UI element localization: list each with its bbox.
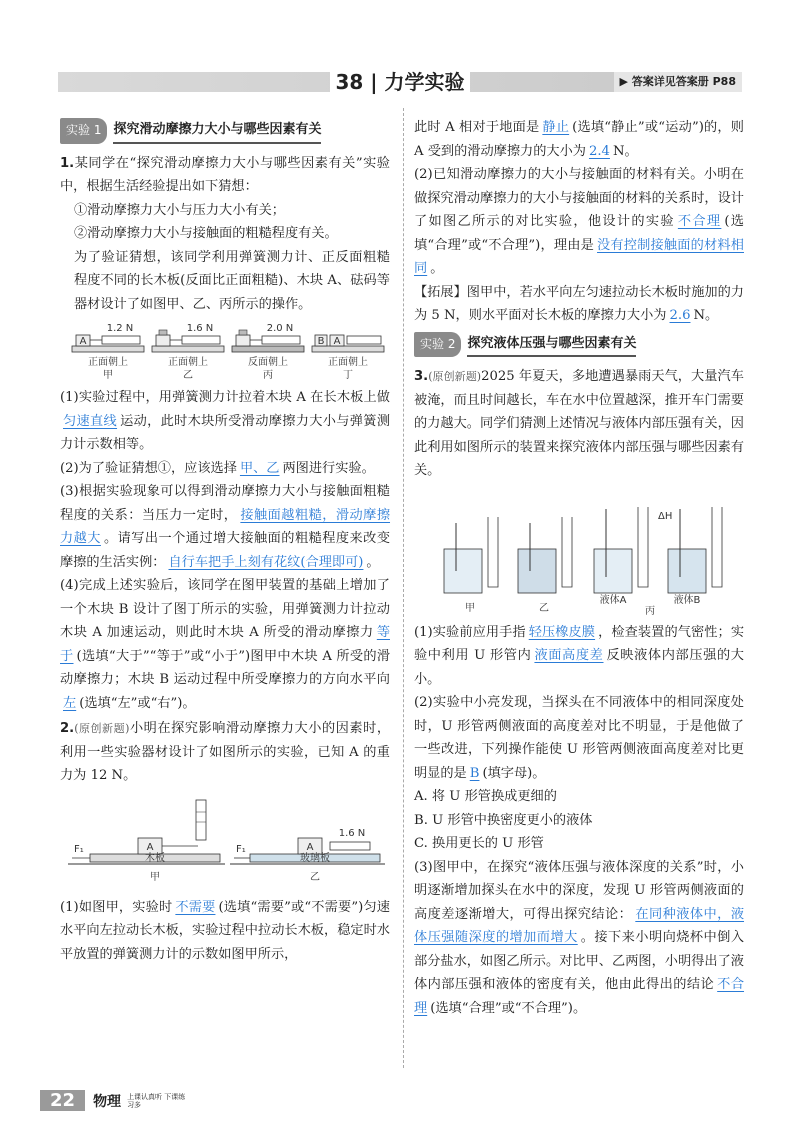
surface-label: 正面朝上: [168, 357, 208, 368]
spring-scale-icon: [347, 336, 381, 344]
setup-yi: [518, 517, 572, 614]
answer-blank: 液面高度差: [534, 648, 604, 663]
block-a-label: A: [79, 336, 87, 347]
question-3-part-1: [414, 621, 744, 692]
weight-icon: [239, 330, 247, 335]
text: (2)已知滑动摩擦力的大小与接触面的材料有关。小明在做探究滑动摩擦力的大小与接触面的材料的关系时，设计了如图乙所示的对比实验，他设计的实验: [414, 167, 744, 229]
setup-bing: [594, 507, 722, 617]
text: (选填“左”或“右”)。: [79, 695, 196, 711]
text: 【拓展】图甲中，若水平向左匀速拉动长木板时施加的力为 5 N，则水平面对长木板的摩擦力大小为: [414, 284, 744, 323]
answer-blank: 2.6: [669, 308, 691, 323]
question-3-part-2: [414, 691, 744, 785]
section-tag: 实验 2: [414, 332, 461, 358]
answer-blank: 不需要: [175, 899, 216, 915]
figure-label: 乙: [539, 602, 549, 614]
question-1-part-1: [60, 386, 390, 457]
question-3-stem: [414, 365, 744, 483]
text: (选填“静止”或“运动”)的，则 A 受到的滑动摩擦力的大小为: [414, 120, 744, 159]
liquid-a-label: 液体A: [599, 594, 627, 606]
question-3-part-3: [414, 856, 744, 1021]
text: (选填“大于”“等于”或“小于”)图甲中木块 A 所受的滑动摩擦力；木块 B 运动过程中所受摩擦力的方向水平向: [60, 648, 391, 687]
stem-text: 某同学在“探究滑动摩擦力大小与哪些因素有关”实验中，根据生活经验提出如下猜想：: [60, 155, 390, 194]
section-header-1: [60, 118, 390, 144]
answer-blank: 不合理: [414, 977, 745, 1016]
text: (填字母)。: [482, 765, 546, 781]
figure-label: 丙: [645, 605, 655, 617]
spring-scale-icon: [262, 336, 300, 344]
board-label: 玻璃板: [300, 852, 330, 864]
text: 两图进行实验。: [282, 460, 375, 476]
figure-label: 丁: [343, 370, 353, 381]
guess-1: ①滑动摩擦力大小与压力大小有关；: [74, 202, 285, 218]
section-title: 探究滑动摩擦力大小与哪些因素有关: [113, 118, 321, 144]
surface-label: 正面朝上: [328, 357, 368, 368]
text: (1)如图甲，实验时: [60, 899, 173, 915]
block-a-label: A: [146, 841, 154, 853]
question-2-stem: [60, 717, 390, 788]
block-a-label: A: [306, 841, 314, 853]
question-number: 1.: [60, 155, 75, 171]
question-number: 2.: [60, 721, 75, 736]
question-1-setup: 为了验证猜想，该同学利用弹簧测力计、正反面粗糙程度不同的长木板(反面比正面粗糙)、木块 A、砝码等器材设计了如图甲、乙、丙所示的操作。: [74, 249, 390, 312]
source-note: (原创新题): [74, 722, 130, 735]
surface-label: 反面朝上: [248, 357, 288, 368]
left-column: [60, 116, 390, 966]
answer-blank: 没有控制接触面的材料相同: [414, 237, 744, 276]
section-title: 探究液体压强与哪些因素有关: [467, 332, 636, 358]
force-reading: 1.6 N: [338, 827, 366, 839]
weight-icon: [159, 330, 167, 335]
answer-blank: B: [469, 765, 480, 781]
option-c: C. 换用更长的 U 形管: [414, 836, 544, 851]
force-label: F₁: [74, 843, 84, 855]
question-1-stem: [60, 152, 390, 199]
figure-label: 甲: [103, 370, 113, 381]
answer-blank: 匀速直线: [63, 413, 118, 429]
text: (3)图甲中，在探究“液体压强与液体深度的关系”时，小明逐渐增加探头在水中的深度，发现 U 形管两侧液面的高度差逐渐增大，可得出探究结论：: [414, 859, 744, 922]
answer-blank: 自行车把手上刻有花纹(合理即可): [168, 554, 364, 570]
text: 反映液体内部压强的大小。: [414, 648, 744, 687]
text: 运动，此时木块所受滑动摩擦力大小与弹簧测力计示数相等。: [60, 413, 391, 452]
text: (2)为了验证猜想①，应该选择: [60, 460, 237, 476]
figure-board-pull: [60, 792, 390, 892]
block-a-label: A: [333, 336, 341, 347]
spring-scale-icon: [196, 800, 206, 840]
question-2-extension: [414, 281, 744, 328]
u-tube-icon: [638, 507, 648, 587]
u-tube-icon: [562, 517, 572, 587]
text: 。: [366, 554, 380, 570]
spring-scale-icon: [182, 336, 220, 344]
surface-label: 正面朝上: [88, 357, 128, 368]
setup-jia: [72, 323, 144, 381]
figure-label: 甲: [465, 602, 475, 614]
figure-label: 丙: [263, 370, 273, 381]
right-column: [414, 116, 744, 1020]
answer-blank: 甲、乙: [239, 460, 280, 476]
figure-label: 乙: [183, 370, 193, 381]
text: 此时 A 相对于地面是: [414, 120, 540, 135]
force-reading: 1.6 N: [186, 323, 214, 334]
text: (4)完成上述实验后，该同学在图甲装置的基础上增加了一个木块 B 设计了图丁所示的实验，用弹簧测力计拉动木块 A 加速运动，则此时木块 A 所受的滑动摩擦力: [60, 578, 390, 640]
setup-bing: [232, 323, 304, 381]
stem-text: 小明在探究影响滑动摩擦力大小的因素时，利用一些实验器材设计了如图所示的实验，已知 A 的重力为 12 N。: [60, 721, 391, 783]
answer-blank: 静止: [542, 120, 570, 135]
question-number: 3.: [414, 369, 429, 384]
figure-pressure-gauges: [414, 487, 744, 617]
stem-text: 2025 年夏天，多地遭遇暴雨天气，大量汽车被淹，而且时间越长，车在水中位置越深，推开车门需要的力越大。同学们猜测上述情况与液体内部压强有关，因此利用如图所示的装置来探究液体内部压强与哪些因素有关。: [414, 369, 744, 478]
setup-ding: [312, 335, 384, 381]
guess-2: ②滑动摩擦力大小与接触面的粗糙程度有关。: [74, 226, 338, 241]
force-label: F₁: [236, 843, 246, 855]
text: 。接下来小明向烧杯中倒入部分盐水，如图乙所示。对比甲、乙两图，小明得出了液体内部压强和液体的密度有关，他由此得出的结论: [414, 930, 745, 992]
question-2-part-1-cont: [414, 116, 744, 163]
setup-yi: [230, 828, 385, 883]
figure-label: 乙: [310, 871, 320, 883]
u-tube-icon: [712, 507, 722, 587]
height-diff-label: ΔH: [658, 510, 673, 522]
page-title: 38 | 力学实验: [330, 66, 470, 98]
liquid-b-label: 液体B: [673, 594, 701, 606]
figure-label: 甲: [150, 871, 160, 883]
page-number: 22: [40, 1090, 85, 1111]
u-tube-icon: [488, 517, 498, 587]
question-1-part-4: [60, 574, 390, 715]
section-header-2: [414, 332, 744, 358]
option-a: A. 将 U 形管换成更细的: [414, 789, 557, 804]
subject-label: 物理: [93, 1093, 122, 1110]
answer-blank: 等于: [60, 625, 390, 664]
board-label: 木板: [145, 852, 165, 864]
text: (3)根据实验现象可以得到滑动摩擦力大小与接触面粗糙程度的关系：当压力一定时，: [60, 484, 390, 523]
footer-slogan: 上课认真听 下课练习多: [127, 1092, 186, 1109]
text: (2)实验中小亮发现，当探头在不同液体中的相同深度处时，U 形管两侧液面的高度差对比不明显，于是他做了一些改进，下列操作能使 U 形管两侧液面高度差对比更明显的是: [414, 695, 744, 781]
setup-yi: [152, 323, 224, 381]
answer-reference: ▶ 答案详见答案册 P88: [614, 72, 743, 92]
force-reading: 2.0 N: [266, 323, 294, 334]
option-b: B. U 形管中换密度更小的液体: [414, 812, 593, 828]
setup-jia: [68, 800, 225, 883]
text: (选填“需要”或“不需要”)匀速水平向左拉动长木板，实验过程中拉动长木板，稳定时水平放置的弹簧测力计的示数如图甲所示，: [60, 899, 390, 962]
answer-blank: 轻压橡皮膜: [528, 624, 596, 640]
section-tag: 实验 1: [60, 118, 107, 144]
answer-blank: 接触面越粗糙，滑动摩擦力越大: [60, 507, 391, 546]
question-1-part-2: [60, 457, 390, 481]
text: 。请写出一个通过增大接触面的粗糙程度来改变摩擦的生活实例：: [60, 531, 391, 570]
answer-blank: 不合理: [677, 214, 722, 229]
answer-blank: 在同种液体中，液体压强随深度的增加而增大: [414, 906, 745, 945]
text: N。: [612, 143, 638, 159]
text: ，检查装置的气密性；实验中利用 U 形管内: [414, 624, 745, 663]
text: N。: [693, 308, 719, 323]
answer-blank: 2.4: [588, 143, 610, 159]
column-divider: [403, 108, 404, 1068]
text: (1)实验过程中，用弹簧测力计拉着木块 A 在长木板上做: [60, 390, 390, 405]
answer-blank: 左: [63, 695, 77, 711]
question-2-part-2: [414, 163, 744, 281]
spring-scale-icon: [102, 336, 140, 344]
spring-scale-icon: [330, 842, 370, 850]
text: 。: [430, 261, 444, 276]
question-1-part-3: [60, 480, 390, 574]
text: (1)实验前应用手指: [414, 624, 526, 640]
text: (选填“合理”或“不合理”)。: [430, 1000, 587, 1016]
figure-friction-setups: [60, 320, 390, 382]
source-note: (原创新题): [428, 370, 482, 383]
setup-jia: [444, 517, 498, 614]
question-2-part-1: [60, 896, 390, 967]
block-b-label: B: [317, 336, 325, 347]
force-reading: 1.2 N: [106, 323, 134, 334]
text: (选填“合理”或“不合理”)，理由是: [414, 214, 744, 253]
page-footer: [40, 1090, 187, 1111]
